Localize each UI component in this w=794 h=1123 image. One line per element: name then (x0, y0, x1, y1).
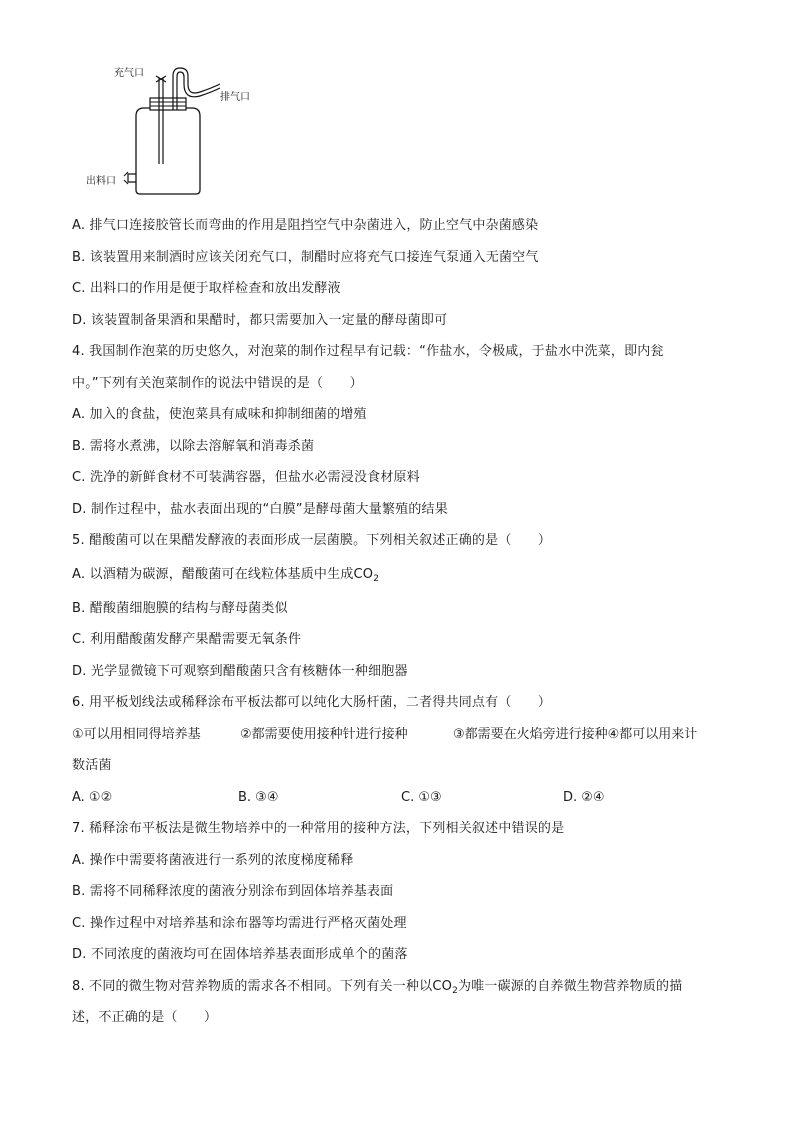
q6-statements (72, 719, 732, 751)
q7-option-a: A. 操作中需要将菌液进行一系列的浓度梯度稀释 (72, 852, 354, 868)
q5-option-d: D. 光学显微镜下可观察到醋酸菌只含有核糖体一种细胞器 (72, 663, 408, 679)
q3-option-b: B. 该装置用来制酒时应该关闭充气口，制醋时应将充气口接连气泵通入无菌空气 (72, 249, 539, 265)
fermenter-diagram (84, 62, 264, 200)
bottle-body (136, 108, 200, 194)
q4-option-b: B. 需将水煮沸，以除去溶解氧和消毒杀菌 (72, 438, 315, 454)
q7-option-c: C. 操作过程中对培养基和涂布器等均需进行严格灭菌处理 (72, 915, 407, 931)
q8-stem-line2: 述，不正确的是（ ） (72, 1010, 218, 1025)
q7-option-d: D. 不同浓度的菌液均可在固体培养基表面形成单个的菌落 (72, 947, 408, 962)
q4-option-c: C. 洗净的新鲜食材不可装满容器，但盐水必需浸没食材原料 (72, 470, 420, 485)
co2-formula-subscript: 2 (373, 573, 380, 584)
q5-option-a (72, 557, 732, 593)
q6-option-b: B. ③④ (238, 789, 279, 805)
q5-option-a-formula (354, 567, 380, 582)
question-content (72, 210, 732, 1034)
q5-stem: 5. 醋酸菌可以在果醋发酵液的表面形成一层菌膜。下列相关叙述正确的是（ ） (72, 533, 552, 548)
q5-option-b: B. 醋酸菌细胞膜的结构与酵母菌类似 (72, 600, 288, 616)
inlet-label: 充气口 (114, 68, 144, 79)
bottle-stopper (150, 98, 186, 110)
fermenter-diagram-svg (84, 62, 264, 200)
outlet-label: 出料口 (86, 176, 116, 187)
q3-option-a: A. 排气口连接胶管长而弯曲的作用是阻挡空气中杂菌进入，防止空气中杂菌感染 (72, 218, 539, 233)
q8-formula-subscript: 2 (452, 985, 458, 996)
q4-stem-line2: 中。”下列有关泡菜制作的说法中错误的是（ ） (72, 375, 363, 391)
q6-statement-continuation: 数活菌 (72, 758, 112, 773)
outlet-tube (128, 174, 136, 182)
q4-option-a: A. 加入的食盐，使泡菜具有咸味和抑制细菌的增殖 (72, 407, 367, 422)
q7-stem: 7. 稀释涂布平板法是微生物培养中的一种常用的接种方法，下列相关叙述中错误的是 (72, 821, 565, 836)
q6-option-a: A. ①② (72, 789, 113, 805)
q8-stem-line1 (72, 971, 732, 1003)
q8-stem-post: 为唯一碳源的自养微生物营养物质的描 (458, 978, 683, 994)
q6-statement-2: ②都需要使用接种针进行接种 (240, 726, 408, 742)
co2-formula-base: CO (353, 566, 374, 582)
q8-stem-pre: 8. 不同的微生物对营养物质的需求各不相同。下列有关一种以 (72, 978, 433, 994)
q6-option-c: C. ①③ (401, 789, 442, 805)
q6-statement-1: ①可以用相同得培养基 (72, 726, 201, 742)
q6-stem: 6. 用平板划线法或稀释涂布平板法都可以纯化大肠杆菌，二者得共同点有（ ） (72, 695, 552, 710)
q3-option-c: C. 出料口的作用是便于取样检查和放出发酵液 (72, 281, 341, 296)
inlet-clip (156, 76, 166, 82)
q5-option-c: C. 利用醋酸菌发酵产果醋需要无氧条件 (72, 632, 302, 647)
q7-option-b: B. 需将不同稀释浓度的菌液分别涂布到固体培养基表面 (72, 884, 394, 899)
q3-option-d: D. 该装置制备果酒和果醋时，都只需要加入一定量的酵母菌即可 (72, 312, 448, 328)
q5-option-a-text: A. 以酒精为碳源，醋酸菌可在线粒体基质中生成 (72, 566, 354, 582)
q8-formula-base: CO (432, 978, 453, 994)
q4-stem-line1: 4. 我国制作泡菜的历史悠久，对泡菜的制作过程早有记载：“作盐水，令极咸，于盐水中洗菜，即内瓮 (72, 344, 664, 359)
q6-option-d: D. ②④ (563, 789, 605, 805)
q8-formula (432, 979, 458, 994)
q4-option-d: D. 制作过程中，盐水表面出现的“白膜”是酵母菌大量繁殖的结果 (72, 501, 448, 517)
q6-options (72, 782, 732, 814)
exhaust-label: 排气口 (220, 92, 250, 103)
q6-statement-3-4: ③都需要在火焰旁进行接种④都可以用来计 (453, 726, 698, 742)
